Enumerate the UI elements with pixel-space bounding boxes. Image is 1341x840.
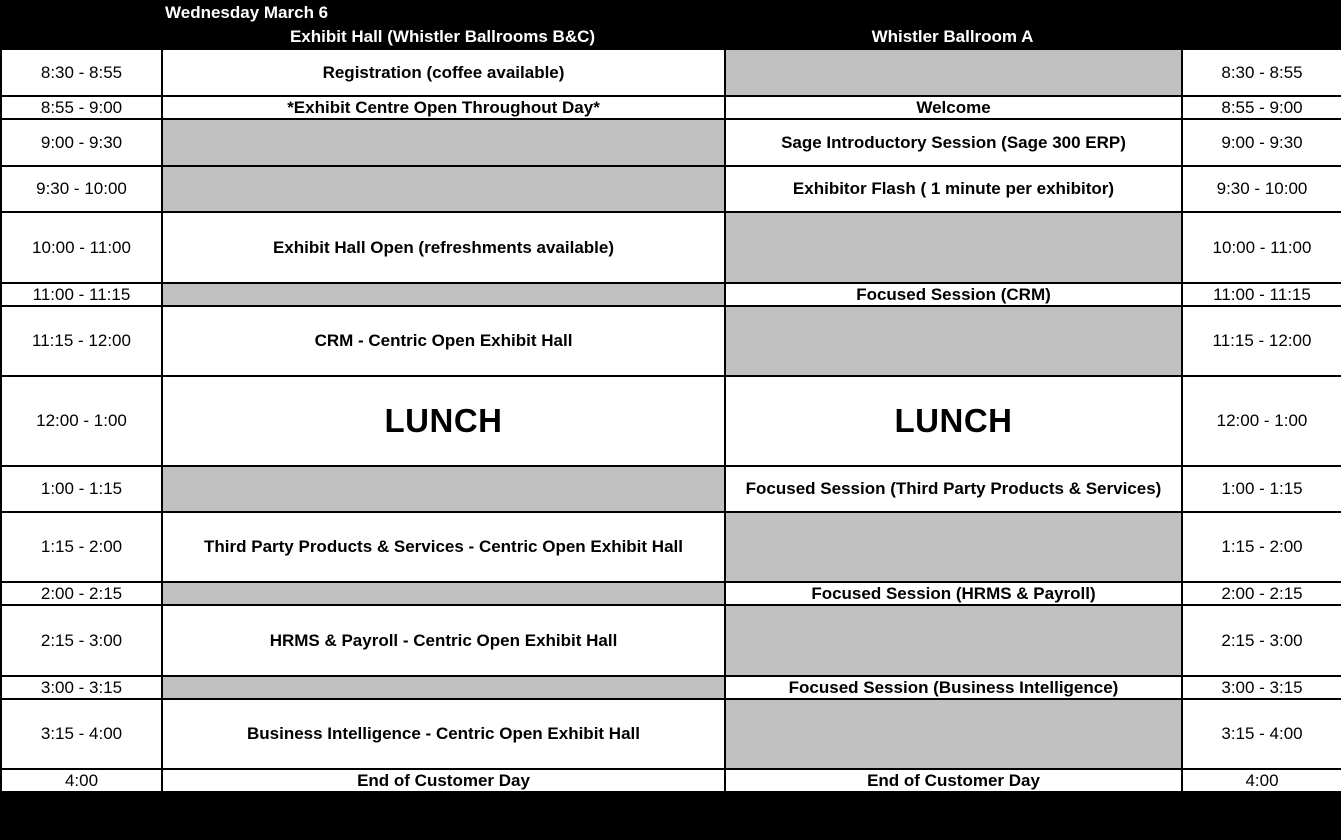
time-slot-right: 3:15 - 4:00 [1182, 699, 1341, 769]
time-slot-left: 11:00 - 11:15 [1, 283, 162, 306]
exhibit-hall-column-header: Exhibit Hall (Whistler Ballrooms B&C) [289, 27, 596, 46]
time-slot-left: 8:55 - 9:00 [1, 96, 162, 119]
schedule-row [1, 49, 1341, 96]
exhibit-hall-cell-empty [162, 119, 725, 166]
ballroom-a-cell: Focused Session (Business Intelligence) [725, 676, 1182, 699]
time-slot-right: 3:00 - 3:15 [1182, 676, 1341, 699]
time-slot-right: 12:00 - 1:00 [1182, 376, 1341, 466]
exhibit-hall-cell: End of Customer Day [162, 769, 725, 792]
time-slot-left: 3:00 - 3:15 [1, 676, 162, 699]
time-slot-left: 9:30 - 10:00 [1, 166, 162, 212]
time-slot-right: 8:55 - 9:00 [1182, 96, 1341, 119]
schedule-row [1, 512, 1341, 582]
ballroom-a-cell: End of Customer Day [725, 769, 1182, 792]
ballroom-a-cell: Focused Session (Third Party Products & Services) [725, 466, 1182, 512]
time-slot-left: 2:00 - 2:15 [1, 582, 162, 605]
ballroom-a-cell: Exhibitor Flash ( 1 minute per exhibitor) [725, 166, 1182, 212]
ballroom-a-cell-empty [725, 699, 1182, 769]
exhibit-hall-cell: Exhibit Hall Open (refreshments available) [162, 212, 725, 283]
schedule-row [1, 676, 1341, 699]
ballroom-a-cell-empty [725, 212, 1182, 283]
ballroom-a-cell-empty [725, 512, 1182, 582]
time-slot-right: 11:15 - 12:00 [1182, 306, 1341, 376]
schedule-row [1, 582, 1341, 605]
exhibit-hall-cell-empty [162, 466, 725, 512]
ballroom-a-cell: Focused Session (CRM) [725, 283, 1182, 306]
ballroom-a-cell: Sage Introductory Session (Sage 300 ERP) [725, 119, 1182, 166]
time-slot-right: 10:00 - 11:00 [1182, 212, 1341, 283]
ballroom-a-cell: Focused Session (HRMS & Payroll) [725, 582, 1182, 605]
schedule-table [0, 48, 1341, 793]
ballroom-a-column-header: Whistler Ballroom A [871, 27, 1034, 46]
ballroom-a-cell-empty [725, 49, 1182, 96]
ballroom-a-cell: Welcome [725, 96, 1182, 119]
exhibit-hall-cell: Business Intelligence - Centric Open Exhibit Hall [162, 699, 725, 769]
schedule-row [1, 96, 1341, 119]
exhibit-hall-cell: HRMS & Payroll - Centric Open Exhibit Hall [162, 605, 725, 676]
day-title: Wednesday March 6 [165, 3, 329, 22]
time-slot-right: 2:15 - 3:00 [1182, 605, 1341, 676]
time-slot-right: 8:30 - 8:55 [1182, 49, 1341, 96]
ballroom-a-cell-empty [725, 306, 1182, 376]
exhibit-hall-cell-empty [162, 676, 725, 699]
time-slot-right: 1:15 - 2:00 [1182, 512, 1341, 582]
schedule-body [1, 49, 1341, 792]
schedule-row [1, 283, 1341, 306]
time-slot-left: 10:00 - 11:00 [1, 212, 162, 283]
time-slot-left: 1:15 - 2:00 [1, 512, 162, 582]
schedule-row [1, 166, 1341, 212]
ballroom-a-cell-empty [725, 605, 1182, 676]
exhibit-hall-cell-empty [162, 166, 725, 212]
time-slot-left: 2:15 - 3:00 [1, 605, 162, 676]
schedule-row [1, 466, 1341, 512]
exhibit-hall-cell: Third Party Products & Services - Centric Open Exhibit Hall [162, 512, 725, 582]
schedule-row [1, 605, 1341, 676]
exhibit-hall-cell: *Exhibit Centre Open Throughout Day* [162, 96, 725, 119]
time-slot-left: 3:15 - 4:00 [1, 699, 162, 769]
exhibit-hall-cell: Registration (coffee available) [162, 49, 725, 96]
exhibit-hall-cell: CRM - Centric Open Exhibit Hall [162, 306, 725, 376]
schedule-row [1, 699, 1341, 769]
schedule-row [1, 119, 1341, 166]
time-slot-right: 4:00 [1182, 769, 1341, 792]
ballroom-a-cell: LUNCH [725, 376, 1182, 466]
schedule-row [1, 212, 1341, 283]
schedule-row [1, 769, 1341, 792]
time-slot-left: 8:30 - 8:55 [1, 49, 162, 96]
time-slot-left: 9:00 - 9:30 [1, 119, 162, 166]
time-slot-left: 12:00 - 1:00 [1, 376, 162, 466]
time-slot-right: 11:00 - 11:15 [1182, 283, 1341, 306]
schedule-row [1, 306, 1341, 376]
schedule-row [1, 376, 1341, 466]
time-slot-right: 9:00 - 9:30 [1182, 119, 1341, 166]
time-slot-left: 1:00 - 1:15 [1, 466, 162, 512]
exhibit-hall-cell-empty [162, 283, 725, 306]
exhibit-hall-cell-empty [162, 582, 725, 605]
time-slot-right: 2:00 - 2:15 [1182, 582, 1341, 605]
exhibit-hall-cell: LUNCH [162, 376, 725, 466]
time-slot-left: 4:00 [1, 769, 162, 792]
time-slot-right: 1:00 - 1:15 [1182, 466, 1341, 512]
time-slot-right: 9:30 - 10:00 [1182, 166, 1341, 212]
time-slot-left: 11:15 - 12:00 [1, 306, 162, 376]
